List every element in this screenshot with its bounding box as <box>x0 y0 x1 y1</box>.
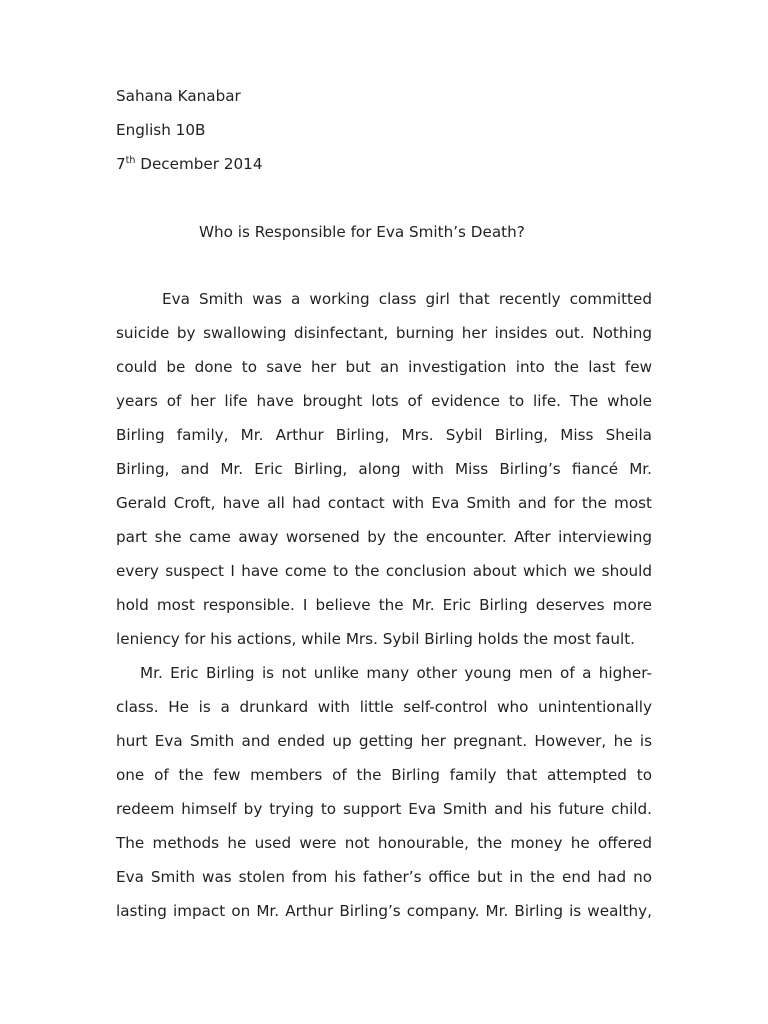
body-line: leniency for his actions, while Mrs. Sybil Birling holds the most fault. <box>116 630 636 648</box>
body-line: Birling, and Mr. Eric Birling, along with Miss Birling’s fiancé Mr. <box>116 460 652 478</box>
body-line: suicide by swallowing disinfectant, burning her insides out. Nothing <box>116 324 652 342</box>
body-line: years of her life have brought lots of evidence to life. The whole <box>116 392 652 410</box>
body-line: Eva Smith was stolen from his father’s office but in the end had no <box>116 868 652 886</box>
body-line: class. He is a drunkard with little self-control who unintentionally <box>116 698 652 716</box>
body-line: lasting impact on Mr. Arthur Birling’s company. Mr. Birling is wealthy, <box>116 902 652 920</box>
body-line: Mr. Eric Birling is not unlike many other young men of a higher- <box>140 664 652 682</box>
class-name: English 10B <box>116 121 206 139</box>
date-suffix: th <box>125 155 136 166</box>
essay-body <box>116 282 652 928</box>
paragraph-2 <box>116 656 652 928</box>
body-line: redeem himself by trying to support Eva Smith and his future child. <box>116 800 652 818</box>
body-line: one of the few members of the Birling family that attempted to <box>116 766 652 784</box>
author-name: Sahana Kanabar <box>116 87 241 105</box>
body-line: could be done to save her but an investigation into the last few <box>116 358 652 376</box>
date-rest: December 2014 <box>135 155 263 173</box>
body-line: hold most responsible. I believe the Mr. Eric Birling deserves more <box>116 596 652 614</box>
date-day: 7 <box>116 155 126 173</box>
body-line: Gerald Croft, have all had contact with Eva Smith and for the most <box>116 494 652 512</box>
body-line: hurt Eva Smith and ended up getting her pregnant. However, he is <box>116 732 652 750</box>
body-line: The methods he used were not honourable, the money he offered <box>116 834 652 852</box>
body-line: Eva Smith was a working class girl that recently committed <box>162 290 652 308</box>
paragraph-1 <box>116 282 652 656</box>
body-line: Birling family, Mr. Arthur Birling, Mrs. Sybil Birling, Miss Sheila <box>116 426 652 444</box>
body-line: part she came away worsened by the encounter. After interviewing <box>116 528 652 546</box>
essay-date <box>116 154 262 177</box>
essay-title: Who is Responsible for Eva Smith’s Death? <box>199 223 525 241</box>
body-line: every suspect I have come to the conclusion about which we should <box>116 562 652 580</box>
